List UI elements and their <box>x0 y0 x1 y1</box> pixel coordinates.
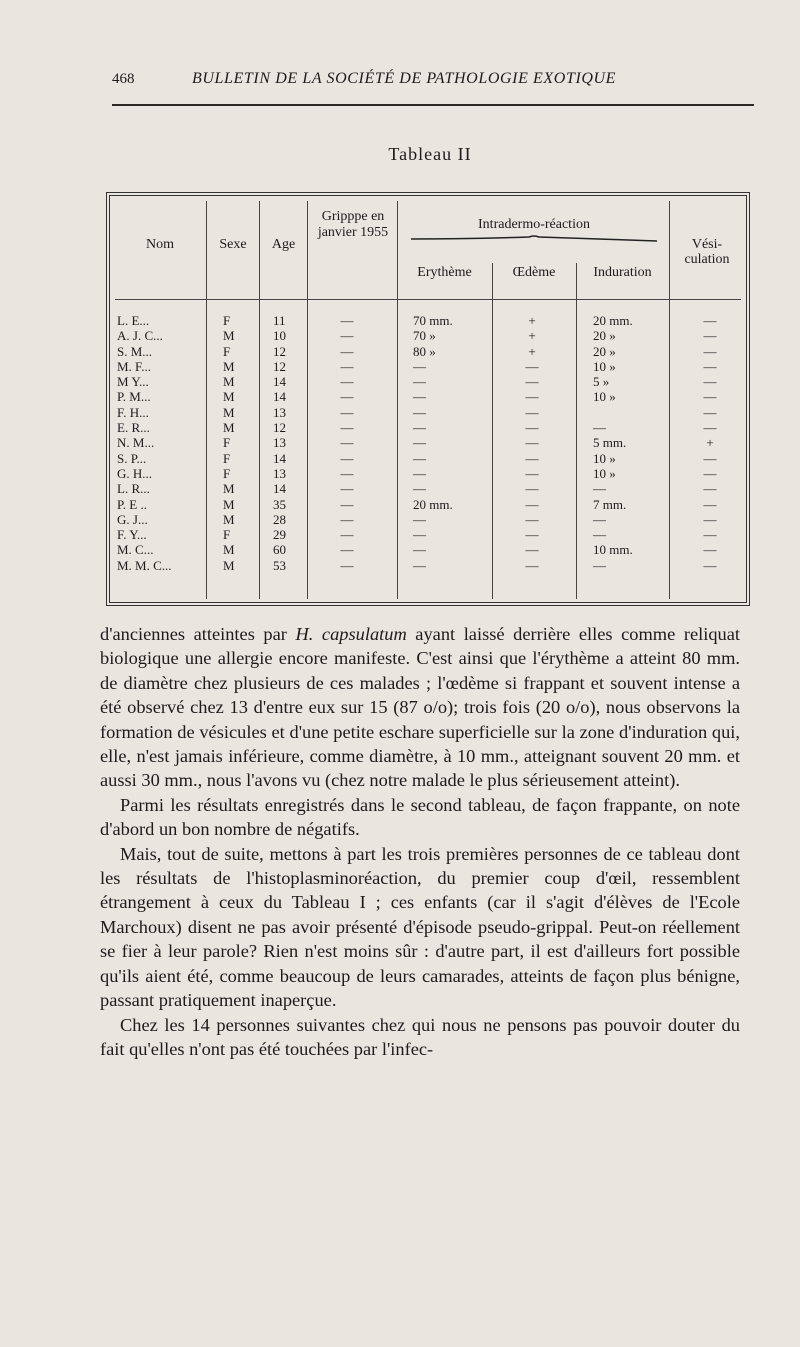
cell-grippe: — <box>340 557 354 573</box>
cell-age: 28 <box>273 511 286 527</box>
cell-sexe: F <box>223 313 231 328</box>
cell-vesiculation: — <box>703 420 717 436</box>
cell-oedeme: — <box>525 527 539 543</box>
cell-nom: L. E... <box>117 313 150 328</box>
cell-erytheme: — <box>413 481 426 497</box>
cell-erytheme: — <box>413 557 426 573</box>
body-text <box>100 622 740 1061</box>
cell-sexe: M <box>223 404 235 420</box>
col-divider <box>669 201 670 599</box>
cell-induration: 5 mm. <box>593 435 627 451</box>
header-intradermo: Intradermo-réaction <box>478 217 590 232</box>
cell-vesiculation: — <box>703 328 717 344</box>
cell-grippe: — <box>340 511 354 527</box>
cell-erytheme: 70 mm. <box>413 313 453 328</box>
cell-sexe: M <box>223 358 235 374</box>
cell-induration: — <box>593 527 606 543</box>
cell-grippe: — <box>340 450 354 466</box>
cell-oedeme: + <box>528 313 536 328</box>
cell-sexe: F <box>223 450 231 466</box>
cell-erytheme: — <box>413 542 426 558</box>
cell-nom: M. F... <box>117 358 151 374</box>
header-erytheme: Erythème <box>417 265 472 280</box>
cell-vesiculation: — <box>703 389 717 405</box>
cell-induration: 20 » <box>593 328 616 344</box>
cell-age: 13 <box>273 435 286 451</box>
header-sexe: Sexe <box>219 237 247 252</box>
cell-induration: 5 » <box>593 374 610 390</box>
cell-vesiculation: — <box>703 542 717 558</box>
cell-sexe: M <box>223 420 235 436</box>
cell-nom: P. M... <box>117 389 151 405</box>
cell-induration: 10 » <box>593 465 616 481</box>
journal-title: BULLETIN DE LA SOCIÉTÉ DE PATHOLOGIE EXOTIQUE <box>192 70 617 87</box>
cell-nom: L. R... <box>117 481 150 497</box>
page-number: 468 <box>112 71 135 87</box>
cell-vesiculation: — <box>703 313 717 328</box>
cell-induration: 10 » <box>593 358 616 374</box>
cell-grippe: — <box>340 481 354 497</box>
cell-nom: S. M... <box>117 343 153 359</box>
cell-grippe: — <box>340 313 354 328</box>
cell-oedeme: — <box>525 389 539 405</box>
cell-grippe: — <box>340 496 354 512</box>
cell-nom: F. H... <box>117 404 149 420</box>
cell-oedeme: — <box>525 450 539 466</box>
cell-vesiculation: — <box>703 358 717 374</box>
paragraph-4: Chez les 14 personnes suivantes chez qui nous ne pensons pas pouvoir douter du fait qu'elles n'ont pas été touchées par l'infec- <box>100 1014 740 1059</box>
cell-sexe: M <box>223 557 235 573</box>
table-title: Tableau II <box>388 144 472 164</box>
header-vesiculation: Vési-culation <box>684 237 730 267</box>
cell-vesiculation: — <box>703 343 717 359</box>
cell-nom: M Y... <box>117 374 149 390</box>
cell-sexe: F <box>223 527 231 543</box>
cell-erytheme: — <box>413 389 426 405</box>
header-grippe: Gripppe en janvier 1955 <box>317 209 389 240</box>
cell-induration <box>593 405 665 420</box>
cell-oedeme: + <box>528 328 536 344</box>
cell-age: 14 <box>273 374 286 390</box>
cell-grippe: — <box>340 374 354 390</box>
cell-erytheme: — <box>413 450 426 466</box>
cell-oedeme: + <box>528 343 536 359</box>
cell-age: 60 <box>273 542 286 558</box>
cell-age: 53 <box>273 557 286 573</box>
cell-grippe: — <box>340 389 354 405</box>
paragraph-2: Parmi les résultats enregistrés dans le second tableau, de façon frappante, on note d'abord un bon nombre de négatifs. <box>100 794 740 840</box>
cell-sexe: M <box>223 542 235 558</box>
col-divider <box>206 201 207 599</box>
column-oedeme <box>512 313 552 573</box>
cell-sexe: F <box>223 343 231 359</box>
cell-erytheme: 70 » <box>413 328 436 344</box>
paragraph-3: Mais, tout de suite, mettons à part les trois premières personnes de ce tableau dont les résultats de l'histoplasminoréaction, du premier coup d'œil, ressemblent étrangement à ceux du Tableau I ; ces enfants (car il s'agit d'élèves de l'Ecole Marchoux) disent ne pas avoir présenté d'épisode pseudo-grippal. Peut-on réellement se fier à leur parole? Rien n'est moins sûr : d'autre part, il est d'ailleurs fort possible qu'ils aient été, comme beaucoup de leurs camarades, atteints de façon plus bénigne, passant pratiquement inaperçue. <box>100 843 740 1011</box>
cell-induration: — <box>593 481 606 497</box>
cell-erytheme: — <box>413 404 426 420</box>
cell-nom: P. E .. <box>117 496 147 512</box>
cell-induration: 10 » <box>593 389 616 405</box>
cell-vesiculation: — <box>703 527 717 543</box>
results-table <box>106 192 750 606</box>
cell-sexe: M <box>223 511 235 527</box>
cell-age: 13 <box>273 404 286 420</box>
cell-nom: S. P... <box>117 450 147 466</box>
column-erytheme <box>413 313 491 573</box>
cell-oedeme: — <box>525 420 539 436</box>
cell-age: 10 <box>273 328 286 344</box>
cell-erytheme: — <box>413 374 426 390</box>
cell-oedeme: — <box>525 557 539 573</box>
cell-induration: 7 mm. <box>593 496 627 512</box>
col-divider <box>259 201 260 599</box>
cell-induration: 20 mm. <box>593 313 633 328</box>
cell-grippe: — <box>340 542 354 558</box>
header-nom: Nom <box>146 237 174 252</box>
cell-sexe: M <box>223 481 235 497</box>
column-grippe <box>327 313 367 573</box>
cell-nom: M. M. C... <box>117 557 172 573</box>
cell-oedeme: — <box>525 465 539 481</box>
column-induration <box>593 313 665 573</box>
cell-grippe: — <box>340 527 354 543</box>
cell-nom: G. J... <box>117 511 148 527</box>
col-divider <box>492 263 493 599</box>
column-age <box>273 313 303 573</box>
cell-vesiculation: — <box>703 404 717 420</box>
cell-induration: 20 » <box>593 343 616 359</box>
cell-erytheme: 80 » <box>413 343 436 359</box>
cell-oedeme: — <box>525 511 539 527</box>
header-brace <box>409 235 659 245</box>
header-induration: Induration <box>593 265 652 280</box>
cell-age: 11 <box>273 313 286 328</box>
cell-nom: G. H... <box>117 465 153 481</box>
cell-erytheme: — <box>413 465 426 481</box>
cell-grippe: — <box>340 465 354 481</box>
cell-grippe: — <box>340 328 354 344</box>
cell-age: 35 <box>273 496 286 512</box>
running-header <box>112 70 754 88</box>
cell-age: 12 <box>273 343 286 359</box>
cell-age: 12 <box>273 358 286 374</box>
cell-age: 14 <box>273 481 286 497</box>
cell-induration: 10 mm. <box>593 542 633 558</box>
cell-sexe: F <box>223 435 231 451</box>
cell-induration: 10 » <box>593 450 616 466</box>
cell-sexe: M <box>223 496 235 512</box>
cell-sexe: F <box>223 465 231 481</box>
header-rule <box>112 104 754 106</box>
cell-grippe: — <box>340 404 354 420</box>
cell-vesiculation: — <box>703 374 717 390</box>
cell-age: 13 <box>273 465 286 481</box>
header-age: Age <box>271 237 296 252</box>
cell-erytheme: — <box>413 527 426 543</box>
cell-induration: — <box>593 557 606 573</box>
cell-sexe: M <box>223 374 235 390</box>
cell-nom: M. C... <box>117 542 154 558</box>
cell-erytheme: — <box>413 511 426 527</box>
col-divider <box>307 201 308 599</box>
column-sexe <box>223 313 253 573</box>
cell-grippe: — <box>340 358 354 374</box>
paragraph-1: d'anciennes atteintes par H. capsulatum ayant laissé derrière elles comme reliquat biologique une allergie encore manifeste. C'est ainsi que l'érythème a atteint 80 mm. de diamètre chez plusieurs de ces malades ; l'œdème si frappant et souvent intense a été observé chez 13 d'entre eux sur 15 (87 o/o); trois fois (20 o/o), nous observons la formation de vésicules et d'une petite eschare superficielle sur la zone d'induration qui, elle, n'est jamais inférieure, comme diamètre, à 10 mm., atteignant souvent 20 mm. et aussi 30 mm., nous l'avons vu (chez notre malade le plus sérieusement atteint). <box>100 624 740 791</box>
cell-vesiculation: — <box>703 557 717 573</box>
cell-nom: F. Y... <box>117 527 147 543</box>
cell-erytheme: — <box>413 358 426 374</box>
cell-grippe: — <box>340 435 354 451</box>
cell-vesiculation: — <box>703 465 717 481</box>
cell-nom: N. M... <box>117 435 155 451</box>
cell-vesiculation: + <box>706 435 714 451</box>
header-divider <box>115 299 741 300</box>
col-divider <box>576 263 577 599</box>
species-name: H. capsulatum <box>295 624 407 644</box>
header-oedeme: Œdème <box>512 265 556 280</box>
cell-erytheme: — <box>413 420 426 436</box>
col-divider <box>397 201 398 599</box>
cell-induration: — <box>593 511 606 527</box>
cell-oedeme: — <box>525 358 539 374</box>
cell-age: 14 <box>273 389 286 405</box>
cell-oedeme: — <box>525 374 539 390</box>
cell-vesiculation: — <box>703 481 717 497</box>
cell-oedeme: — <box>525 481 539 497</box>
cell-vesiculation: — <box>703 450 717 466</box>
cell-age: 29 <box>273 527 286 543</box>
cell-age: 12 <box>273 420 286 436</box>
cell-oedeme: — <box>525 435 539 451</box>
cell-nom: E. R... <box>117 420 150 436</box>
cell-sexe: M <box>223 389 235 405</box>
column-vesiculation <box>695 313 725 573</box>
cell-vesiculation: — <box>703 511 717 527</box>
cell-oedeme: — <box>525 496 539 512</box>
cell-sexe: M <box>223 328 235 344</box>
cell-vesiculation: — <box>703 496 717 512</box>
cell-oedeme: — <box>525 542 539 558</box>
cell-erytheme: 20 mm. <box>413 496 453 512</box>
column-nom <box>117 313 205 573</box>
cell-nom: A. J. C... <box>117 328 163 344</box>
cell-age: 14 <box>273 450 286 466</box>
cell-induration: — <box>593 420 606 436</box>
cell-oedeme: — <box>525 404 539 420</box>
cell-erytheme: — <box>413 435 426 451</box>
cell-grippe: — <box>340 343 354 359</box>
cell-grippe: — <box>340 420 354 436</box>
